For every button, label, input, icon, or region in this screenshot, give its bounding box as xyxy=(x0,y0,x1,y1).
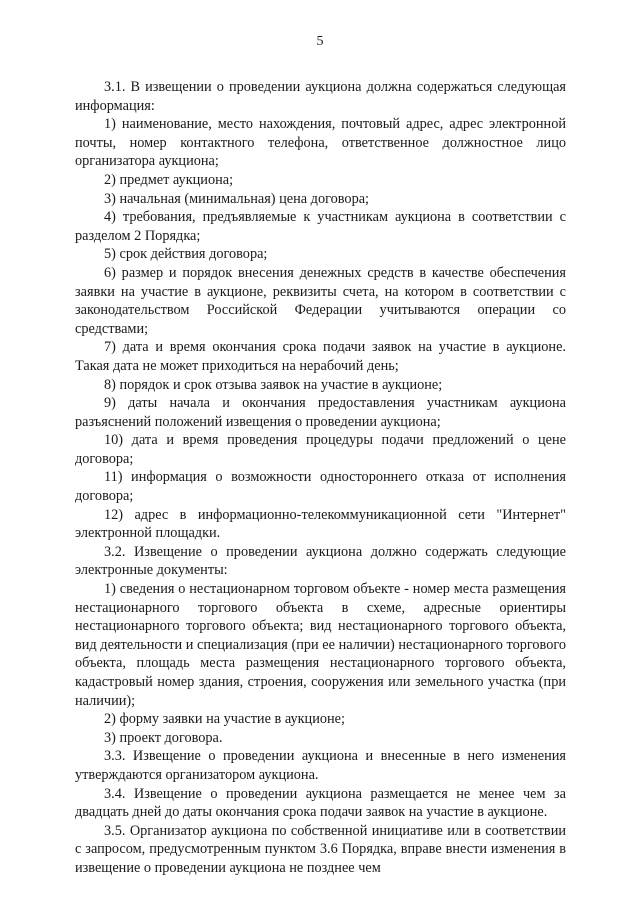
document-body xyxy=(75,78,566,878)
list-item-7: 7) дата и время окончания срока подачи заявок на участие в аукционе. Такая дата не может приходиться на нерабочий день; xyxy=(75,339,566,374)
list-item-4: 4) требования, предъявляемые к участникам аукциона в соответствии с разделом 2 Порядка; xyxy=(75,209,566,244)
paragraph-3-1: 3.1. В извещении о проведении аукциона должна содержаться следующая информация: xyxy=(75,79,566,114)
list-item-10: 10) дата и время проведения процедуры подачи предложений о цене договора; xyxy=(75,432,566,467)
list-item-12: 12) адрес в информационно-телекоммуникационной сети "Интернет" электронной площадки. xyxy=(75,506,566,542)
list-item-8: 8) порядок и срок отзыва заявок на участие в аукционе; xyxy=(104,376,443,393)
list-item-3: 3) начальная (минимальная) цена договора; xyxy=(104,190,370,207)
list-item-5: 5) срок действия договора; xyxy=(104,246,268,263)
page-number: 5 xyxy=(316,34,324,49)
list-item-1: 1) наименование, место нахождения, почтовый адрес, адрес электронной почты, номер контактного телефона, ответственное должностное лицо организатора аукциона; xyxy=(75,116,566,170)
list-item-11: 11) информация о возможности одностороннего отказа от исполнения договора; xyxy=(75,469,566,505)
list-item-2: 2) предмет аукциона; xyxy=(104,171,234,188)
doc-item-2: 2) форму заявки на участие в аукционе; xyxy=(104,711,345,728)
paragraph-3-5: 3.5. Организатор аукциона по собственной инициативе или в соответствии с запросом, предусмотренным пунктом 3.6 Порядка, вправе внести изменения в извещение о проведении аукциона не позднее чем xyxy=(75,822,566,876)
paragraph-3-2: 3.2. Извещение о проведении аукциона должно содержать следующие электронные документы: xyxy=(75,543,566,579)
list-item-6: 6) размер и порядок внесения денежных средств в качестве обеспечения заявки на участие в аукционе, реквизиты счета, на котором в соответствии с законодательством Российской Федерации учитываются операции со средствами; xyxy=(75,264,566,337)
doc-item-1: 1) сведения о нестационарном торговом объекте - номер места размещения нестационарного торгового объекта в схеме, адресные ориентиры нестационарного торгового объекта; вид нестационарного торгового объекта, вид деятельности и специализация (при ее наличии) нестационарного торгового объекта, площадь места размещения нестационарного торгового объекта, кадастровый номер здания, строения, сооружения или земельного участка (при наличии); xyxy=(75,581,566,709)
paragraph-3-3: 3.3. Извещение о проведении аукциона и внесенные в него изменения утверждаются организатором аукциона. xyxy=(75,748,566,783)
paragraph-3-4: 3.4. Извещение о проведении аукциона размещается не менее чем за двадцать дней до даты окончания срока подачи заявок на участие в аукционе. xyxy=(75,785,566,821)
list-item-9: 9) даты начала и окончания предоставления участникам аукциона разъяснений положений извещения о проведении аукциона; xyxy=(75,395,566,430)
doc-item-3: 3) проект договора. xyxy=(104,729,223,746)
